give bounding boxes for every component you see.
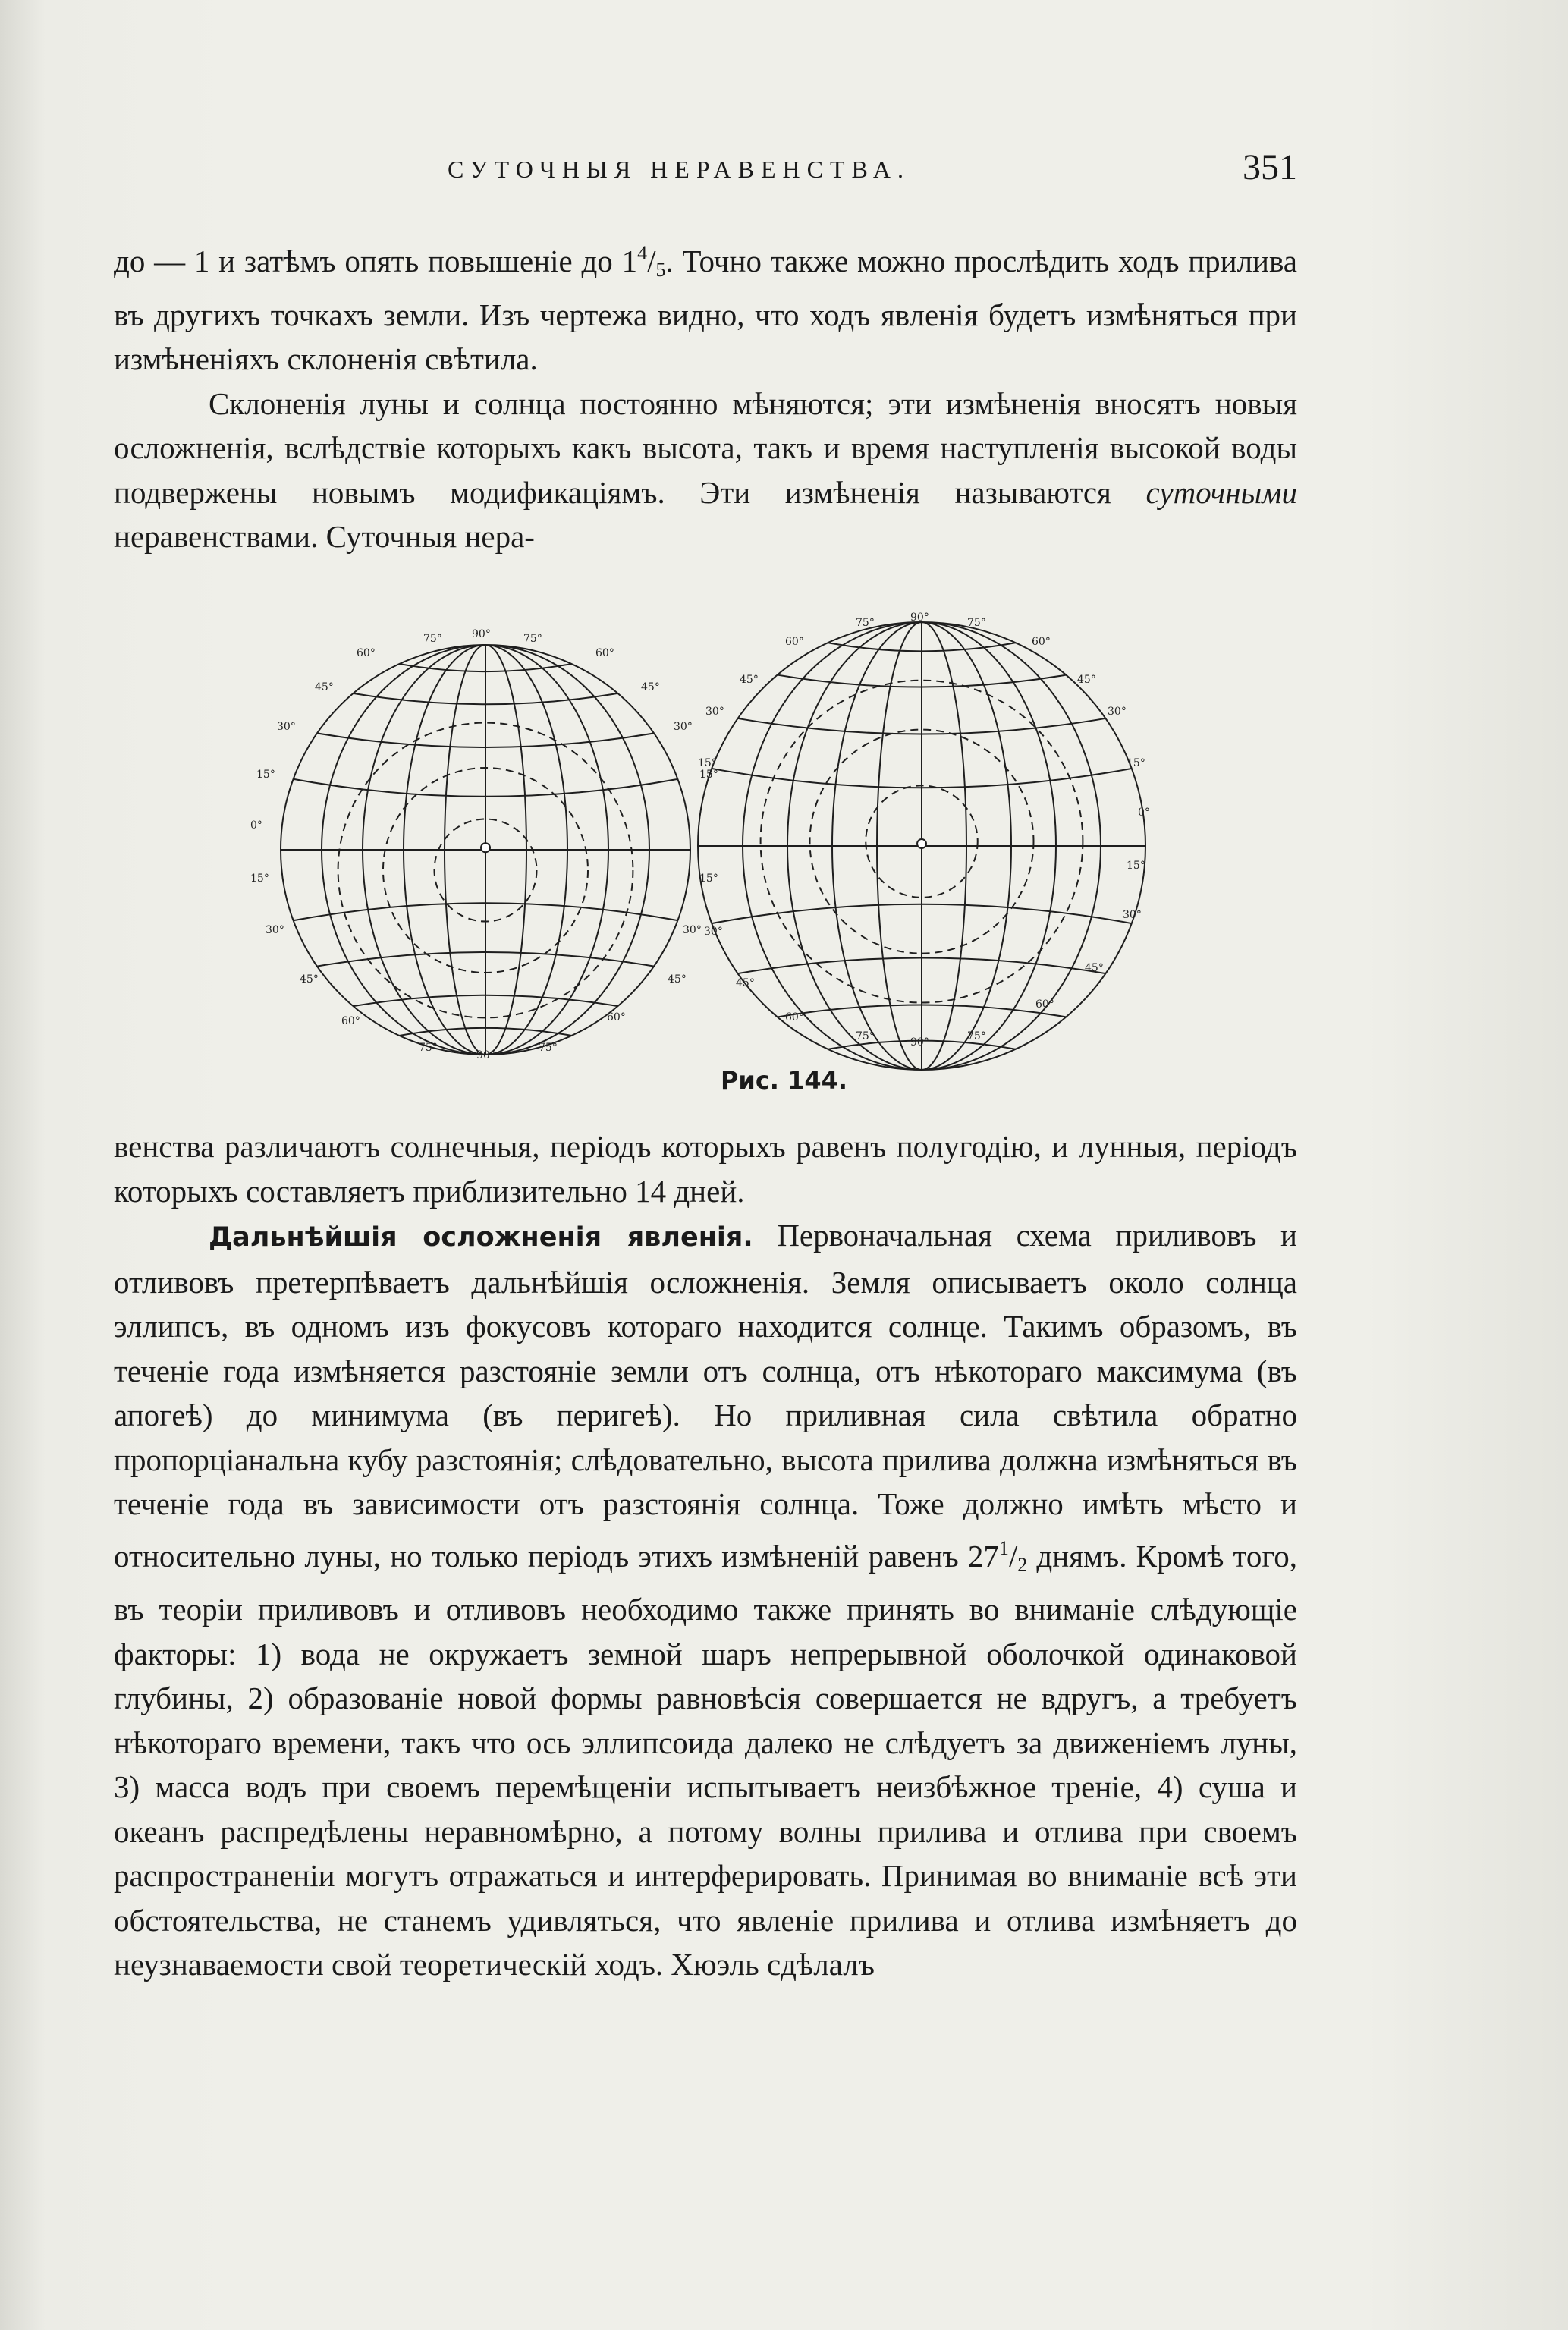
fraction-denominator-2: 2 <box>1017 1553 1028 1576</box>
pole-marker <box>917 839 926 848</box>
degree-label: 15° <box>1127 860 1145 872</box>
degree-label: 45° <box>740 674 759 686</box>
degree-label: 60° <box>1035 998 1054 1011</box>
degree-label: 45° <box>641 681 660 693</box>
degree-label: 90° <box>472 628 491 640</box>
degree-label: 15° <box>250 873 269 885</box>
degree-label: 75° <box>856 1030 875 1042</box>
page-number: 351 <box>1243 147 1297 187</box>
page-header <box>114 147 1297 201</box>
para4-text-a: Первоначальная схема приливовъ и отливовъ претерпѣваетъ дальнѣйшія осложненія. Земля описываетъ около солнца эллипсъ, въ одномъ изъ фокусовъ котораго находится солнце. Такимъ образомъ, въ теченіе года измѣняется разстояніе земли отъ солнца, отъ нѣкотораго максимума (въ апогеѣ) до минимума (въ перигеѣ). Но приливная сила свѣтила обратно пропорціанальна кубу разстоянія; слѣдовательно, высота прилива должна измѣняться въ теченіе года въ зависимости отъ разстоянія солнца. Тоже должно имѣть мѣсто и относительно луны, но только періодъ этихъ измѣненій равенъ 27 <box>114 1218 1297 1574</box>
degree-label: 75° <box>967 617 986 629</box>
paragraph-4 <box>114 1213 1297 1987</box>
text-top <box>114 231 1297 559</box>
degree-label: 90° <box>476 1049 495 1061</box>
degree-label: 30° <box>266 924 284 936</box>
degree-label: 15° <box>699 873 718 885</box>
degree-label: 15° <box>1127 757 1145 769</box>
right-hemisphere-grid <box>690 622 1153 1070</box>
degree-label: 75° <box>419 1042 438 1054</box>
degree-label: 15° <box>256 769 275 781</box>
para1-text-b: . Точно также можно прослѣдить ходъ прилива въ другихъ точкахъ земли. Изъ чертежа видно, что ходъ явленія будетъ измѣняться при измѣненіяхъ склоненія свѣтила. <box>114 244 1297 376</box>
degree-label: 90° <box>910 1036 929 1049</box>
degree-label: 30° <box>704 926 723 938</box>
degree-label: 75° <box>856 617 875 629</box>
degree-label: 15° <box>699 769 718 781</box>
para1-text-a: до — 1 и затѣмъ опять повышеніе до 1 <box>114 244 638 278</box>
degree-label: 75° <box>539 1042 558 1054</box>
degree-label: 45° <box>736 977 755 989</box>
globe-projections-diagram <box>220 584 1176 1085</box>
degree-label: 60° <box>341 1015 360 1027</box>
fraction-numerator-2: 1 <box>998 1536 1009 1559</box>
degree-label: 15° <box>698 757 717 769</box>
fraction-slash-2: / <box>1008 1538 1018 1574</box>
running-title: СУТОЧНЫЯ НЕРАВЕНСТВА. <box>448 156 910 183</box>
para4-text-b: днямъ. Кромѣ того, въ теоріи приливовъ и отливовъ необходимо также принять во вниманіе слѣдующіе факторы: 1) вода не окружаетъ земной шаръ непрерывной оболочкой одинаковой глубины, 2) образованіе новой формы равновѣсія совершается не вдругъ, а требуетъ нѣкотораго времени, такъ что ось эллипсоида далеко не слѣдуетъ за движеніемъ луны, 3) масса водъ при своемъ перемѣщеніи испытываетъ неизбѣжное треніе, 4) суша и океанъ распредѣлены неравномѣрно, а потому волны прилива и отлива при своемъ распространеніи могутъ отражаться и интерферировать. Принимая во вниманіе всѣ эти обстоятельства, не станемъ удивляться, что явленіе прилива и отлива измѣняетъ до неузнаваемости свой теоретическій ходъ. Хюэль сдѣлалъ <box>114 1538 1297 1982</box>
degree-label: 30° <box>705 706 724 718</box>
paragraph-1 <box>114 231 1297 382</box>
para3-text: венства различаютъ солнечныя, періодъ которыхъ равенъ полугодію, и лунныя, періодъ которыхъ составляетъ приблизительно 14 дней. <box>114 1129 1297 1209</box>
para2-text-b: неравенствами. Суточныя нера- <box>114 519 535 554</box>
degree-label: 0° <box>250 819 262 832</box>
fraction-slash: / <box>647 244 656 278</box>
degree-label: 60° <box>357 647 376 659</box>
paragraph-2 <box>114 382 1297 559</box>
degree-label: 60° <box>607 1011 626 1024</box>
degree-label: 45° <box>668 973 687 986</box>
degree-label: 0° <box>1138 807 1150 819</box>
figure-144 <box>220 584 1176 1085</box>
text-bottom <box>114 1124 1297 1987</box>
figure-caption <box>0 1066 1568 1095</box>
fraction-denominator: 5 <box>655 259 666 281</box>
italic-term: суточными <box>1145 474 1297 510</box>
degree-label: 75° <box>423 633 442 645</box>
paragraph-3 <box>114 1124 1297 1213</box>
degree-label: 60° <box>785 636 804 648</box>
degree-label: 30° <box>683 924 702 936</box>
degree-label: 30° <box>674 721 693 733</box>
degree-label: 45° <box>300 973 319 986</box>
left-hemisphere-grid <box>272 645 698 1055</box>
para2-text-a: Склоненія луны и солнца постоянно мѣняются; эти измѣненія вносятъ новыя осложненія, вслѣдствіе которыхъ какъ высота, такъ и время наступленія высокой воды подвержены новымъ модификаціямъ. Эти измѣненія называются <box>114 385 1297 510</box>
degree-label: 90° <box>910 612 929 624</box>
degree-label: 30° <box>277 721 296 733</box>
degree-label: 45° <box>1085 962 1104 974</box>
pole-marker <box>481 843 490 852</box>
degree-label: 30° <box>1123 909 1142 921</box>
degree-label: 60° <box>595 647 614 659</box>
degree-label: 45° <box>315 681 334 693</box>
degree-label: 75° <box>967 1030 986 1042</box>
figure-caption-text: Рис. 144. <box>720 1066 848 1095</box>
degree-label: 60° <box>1032 636 1051 648</box>
fraction-numerator: 4 <box>637 242 648 264</box>
degree-label: 45° <box>1077 674 1096 686</box>
degree-label: 30° <box>1108 706 1127 718</box>
degree-label: 60° <box>785 1011 804 1024</box>
degree-label: 75° <box>523 633 542 645</box>
section-heading: Дальнѣйшія осложненія явленія. <box>209 1222 753 1253</box>
